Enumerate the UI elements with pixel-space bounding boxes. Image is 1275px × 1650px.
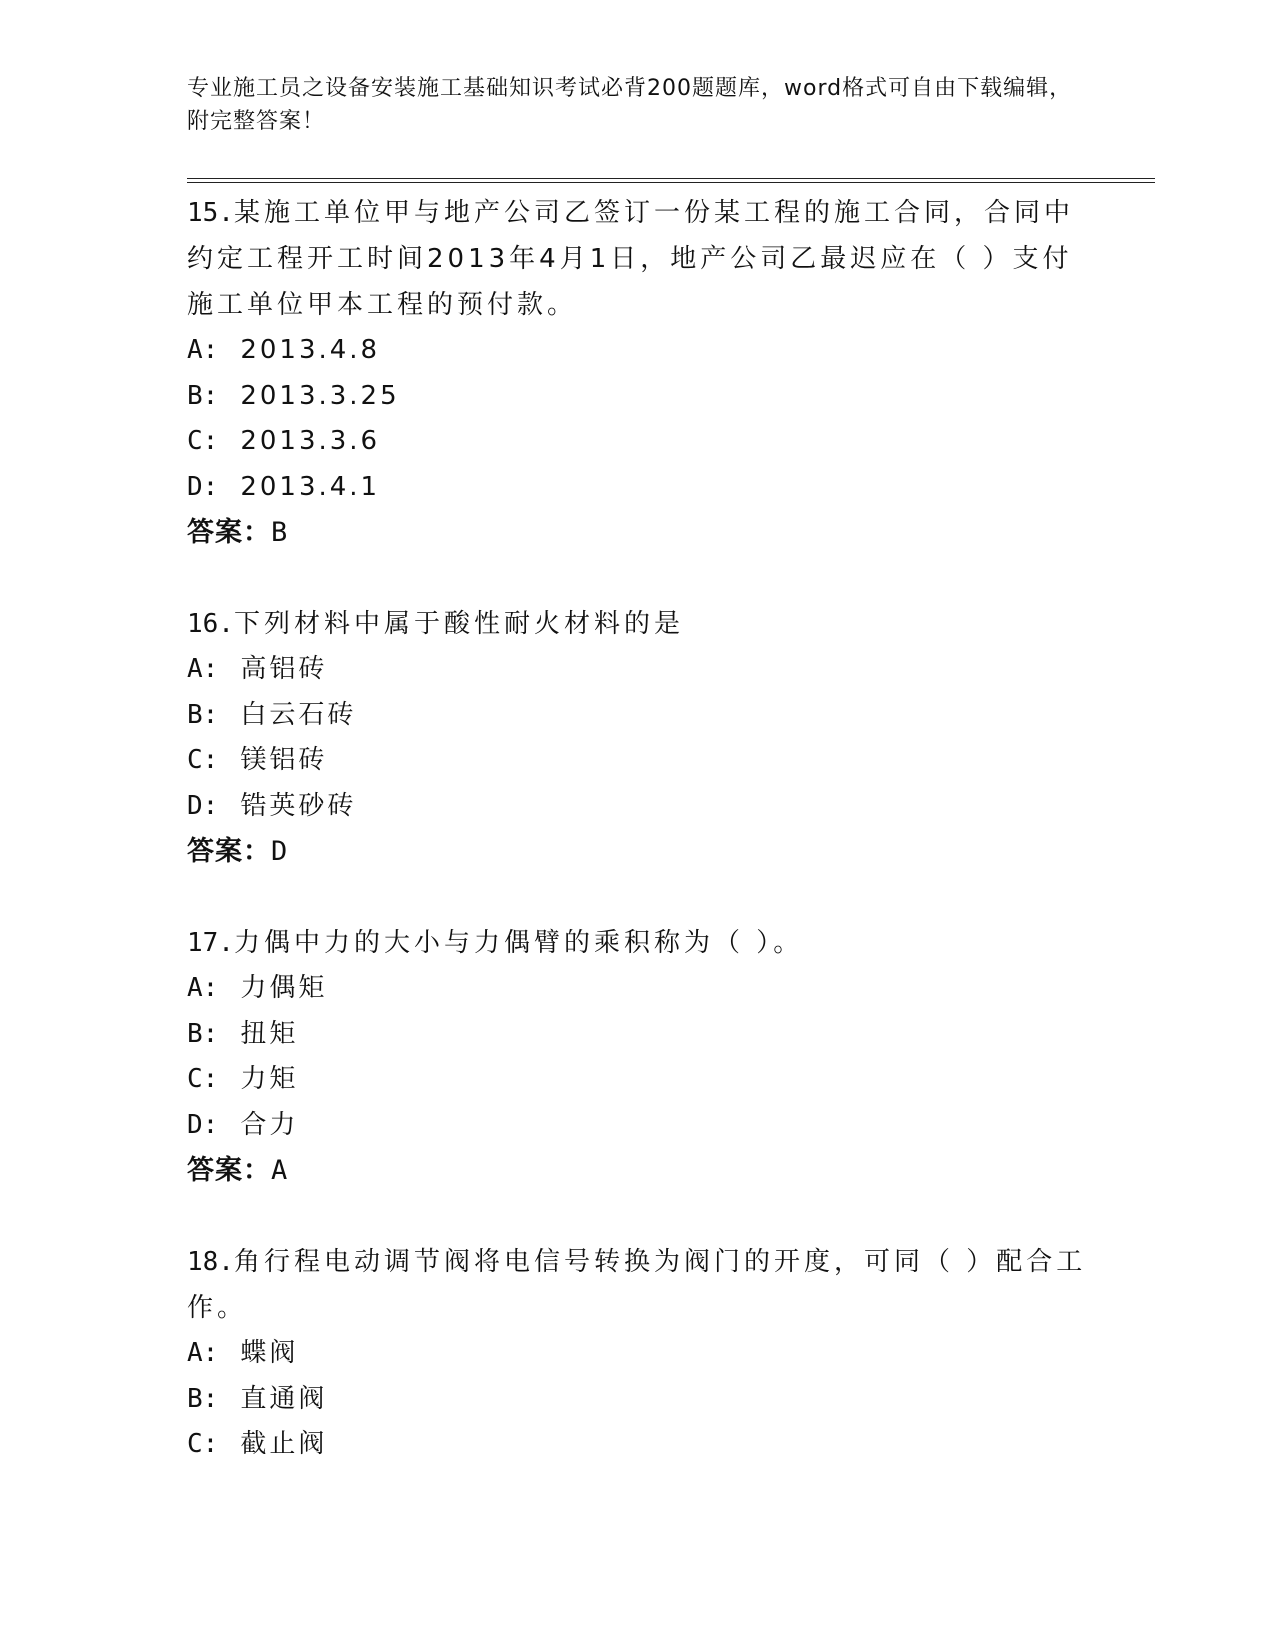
option-c <box>187 419 1087 465</box>
option-letter: D: <box>187 790 219 821</box>
question-text <box>187 920 1087 966</box>
option-text: 截止阀 <box>240 1429 328 1459</box>
question-stem: 下列材料中属于酸性耐火材料的是 <box>233 609 684 639</box>
answer-label: 答案： <box>187 517 271 548</box>
option-text: 2013.4.1 <box>240 471 381 502</box>
answer-value: B <box>271 517 289 548</box>
option-letter: A: <box>187 973 219 1003</box>
option-text: 力矩 <box>240 1064 299 1094</box>
option-text: 合力 <box>240 1109 299 1140</box>
document-header <box>187 72 1087 138</box>
question-list <box>187 190 1087 1513</box>
option-b <box>187 374 1087 420</box>
question-text <box>187 1239 1087 1331</box>
question-15 <box>187 190 1087 556</box>
header-title: 专业施工员之设备安装施工基础知识考试必背200题题库，word格式可自由下载编辑，附完整答案！ <box>187 76 1073 134</box>
option-text: 锆英砂砖 <box>240 790 357 821</box>
header-divider-top <box>187 178 1155 179</box>
option-letter: C: <box>187 745 219 775</box>
option-a <box>187 966 1087 1012</box>
question-text <box>187 601 1087 647</box>
question-18 <box>187 1239 1087 1468</box>
option-text: 2013.4.8 <box>240 335 381 365</box>
answer-label: 答案： <box>187 836 271 867</box>
option-letter: A: <box>187 1338 219 1368</box>
option-text: 直通阀 <box>240 1383 328 1414</box>
option-text: 力偶矩 <box>240 973 328 1003</box>
option-letter: B: <box>187 1383 219 1414</box>
option-d <box>187 1103 1087 1149</box>
option-c <box>187 1057 1087 1103</box>
option-c <box>187 738 1087 784</box>
option-text: 2013.3.25 <box>240 380 400 411</box>
question-16 <box>187 601 1087 875</box>
question-number: 18. <box>187 1247 234 1277</box>
answer-value: D <box>271 836 289 867</box>
option-text: 镁铝砖 <box>240 745 328 775</box>
question-number: 15. <box>187 198 234 228</box>
option-c <box>187 1422 1087 1468</box>
option-letter: C: <box>187 1064 219 1094</box>
option-text: 蝶阀 <box>240 1338 299 1368</box>
question-number: 17. <box>187 928 234 958</box>
question-stem: 力偶中力的大小与力偶臂的乘积称为（ ）。 <box>233 928 804 958</box>
question-text <box>187 190 1087 328</box>
answer-value: A <box>271 1155 289 1186</box>
question-17 <box>187 920 1087 1194</box>
option-a <box>187 328 1087 374</box>
option-text: 2013.3.6 <box>240 426 381 456</box>
option-letter: C: <box>187 1429 219 1459</box>
answer-line <box>187 510 1087 556</box>
answer-line <box>187 1148 1087 1194</box>
option-letter: A: <box>187 335 219 365</box>
option-text: 扭矩 <box>240 1018 299 1049</box>
option-a <box>187 1331 1087 1377</box>
option-letter: B: <box>187 1018 219 1049</box>
option-text: 白云石砖 <box>240 699 357 730</box>
question-stem: 某施工单位甲与地产公司乙签订一份某工程的施工合同，合同中约定工程开工时间2013年4月1日，地产公司乙最迟应在（ ）支付施工单位甲本工程的预付款。 <box>187 198 1074 320</box>
option-letter: B: <box>187 699 219 730</box>
option-d <box>187 784 1087 830</box>
option-letter: D: <box>187 471 219 502</box>
option-letter: A: <box>187 654 219 684</box>
option-d <box>187 465 1087 511</box>
option-letter: C: <box>187 426 219 456</box>
answer-label: 答案： <box>187 1155 271 1186</box>
option-text: 高铝砖 <box>240 654 328 684</box>
header-divider-bottom <box>187 182 1155 183</box>
option-letter: B: <box>187 380 219 411</box>
option-b <box>187 1012 1087 1058</box>
answer-line <box>187 829 1087 875</box>
question-number: 16. <box>187 609 234 639</box>
option-letter: D: <box>187 1109 219 1140</box>
question-stem: 角行程电动调节阀将电信号转换为阀门的开度，可同（ ）配合工作。 <box>187 1247 1087 1323</box>
option-a <box>187 647 1087 693</box>
option-b <box>187 1377 1087 1423</box>
option-b <box>187 693 1087 739</box>
